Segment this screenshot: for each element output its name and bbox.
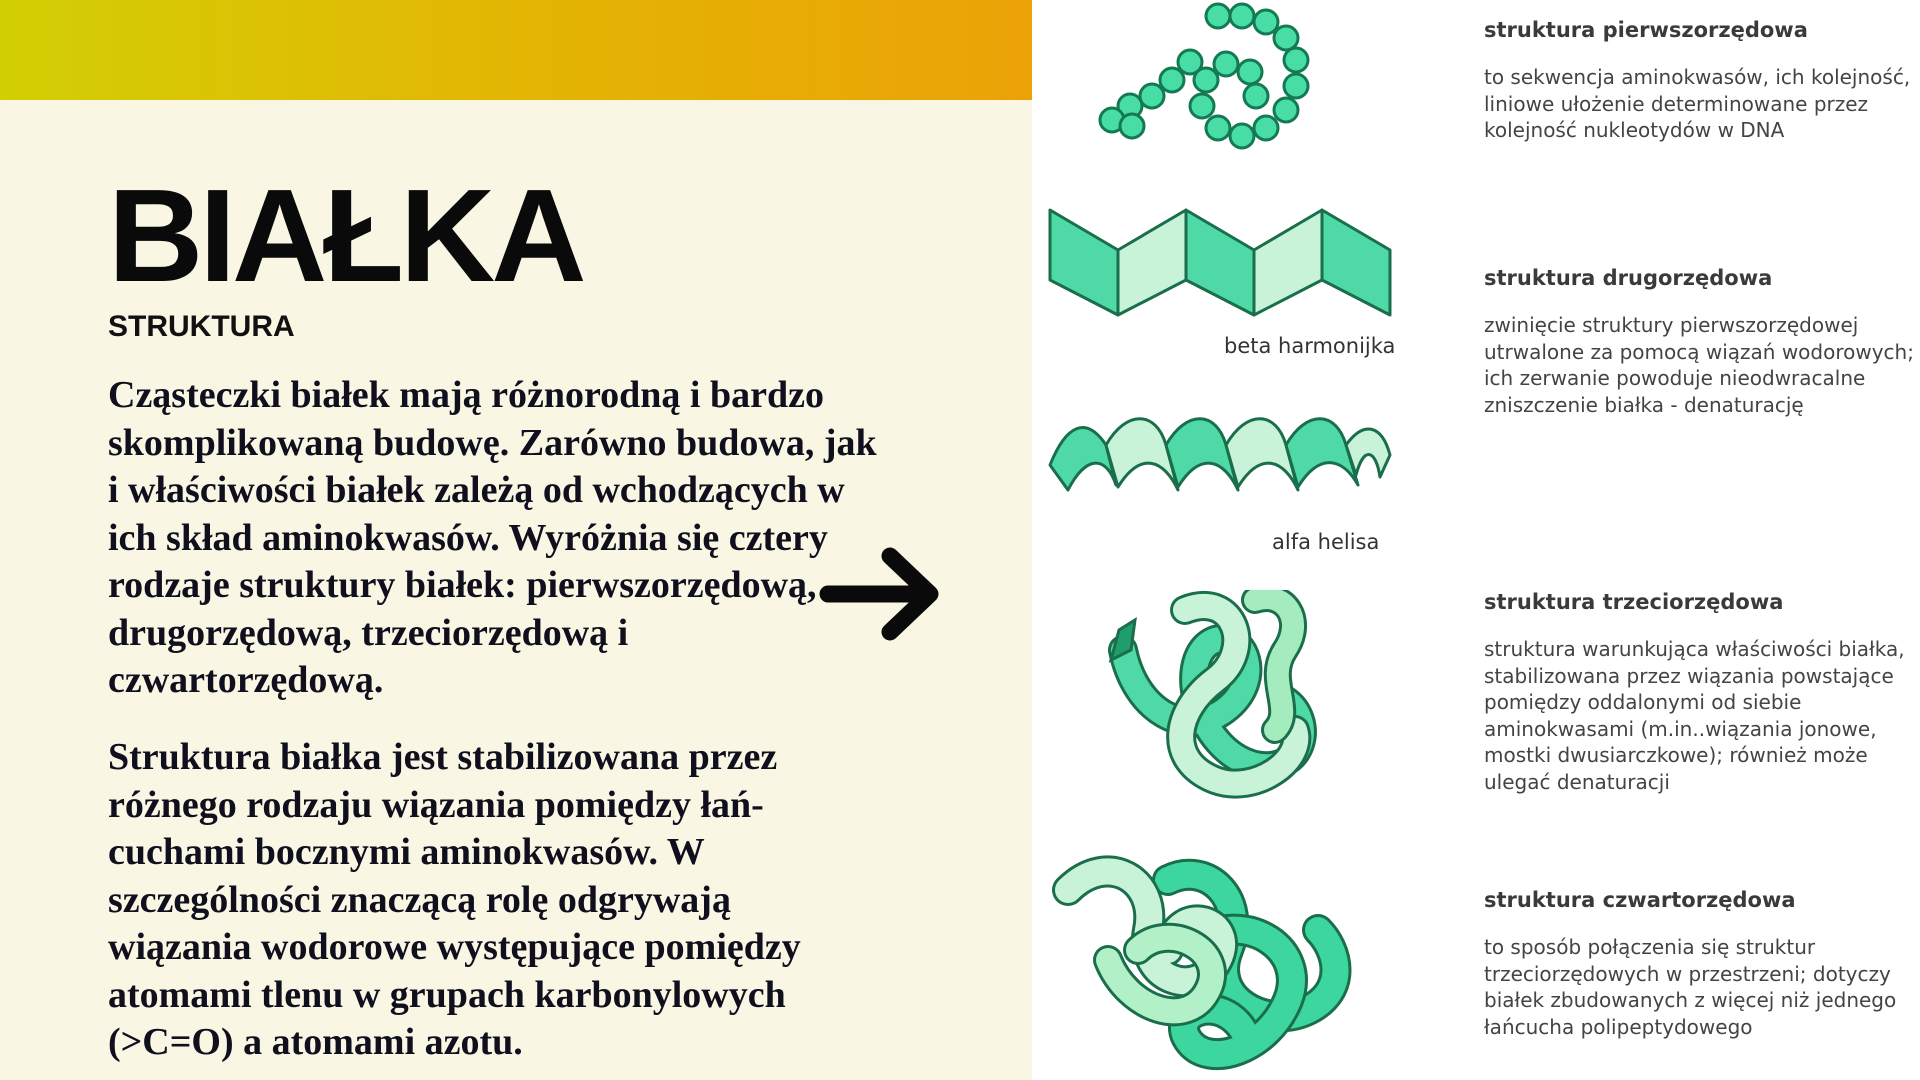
alpha-helix-illustration: [1046, 405, 1396, 515]
top-gradient-banner: [0, 0, 1032, 100]
primary-structure-illustration: [1090, 0, 1350, 170]
page-title: BIAŁKA: [108, 162, 583, 309]
quaternary-structure-block: [1484, 888, 1914, 1040]
alpha-helix-caption: alfa helisa: [1272, 530, 1380, 554]
secondary-structure-heading: struktura drugorzędowa: [1484, 266, 1773, 290]
primary-structure-description: to sekwencja aminokwasów, ich kolejność, liniowe ułożenie determinowane przez kolejność nukleotydów w DNA: [1484, 65, 1911, 142]
section-subtitle: STRUKTURA: [108, 310, 295, 343]
tertiary-structure-block: [1484, 590, 1914, 795]
beta-sheet-caption: beta harmonijka: [1224, 334, 1396, 358]
beta-sheet-illustration: [1048, 205, 1398, 325]
primary-structure-heading: struktura pierwszorzędowa: [1484, 18, 1808, 42]
quaternary-structure-description: to sposób połączenia się struktur trzeciorzędowych w przestrzeni; dotyczy białek zbudowanych z więcej niż jednego łańcucha polipeptydowego: [1484, 935, 1897, 1039]
primary-structure-block: [1484, 18, 1914, 144]
stabilization-paragraph: Struktura białka jest stabilizowana przez różnego rodzaju wiązania pomiędzy łań-cuchami bocznymi aminokwasów. W szczególności znaczącą rolę odgrywają wiązania wodorowe występujące pomiędzy atomami tlenu w grupach karbonylowych (>C=O) a atomami azotu.: [108, 736, 801, 1063]
intro-paragraph: Cząsteczki białek mają różnorodną i bardzo skomplikowaną budowę. Zarówno budowa, jak i właściwości białek zależą od wchodzących w ich skład aminokwasów. Wyróżnia się cztery rodzaje struktury białek: pierwszorzędową, drugorzędową, trzeciorzędową i czwartorzędową.: [108, 374, 877, 701]
tertiary-structure-illustration: [1105, 590, 1335, 800]
secondary-structure-block: [1484, 266, 1914, 418]
tertiary-structure-heading: struktura trzeciorzędowa: [1484, 590, 1784, 614]
quaternary-structure-illustration: [1048, 840, 1378, 1080]
tertiary-structure-description: struktura warunkująca właściwości białka, stabilizowana przez wiązania powstające pomiędzy oddalonymi od siebie aminokwasami (m.in..wiązania jonowe, mostki dwusiarczkowe); również może ulegać denaturacji: [1484, 637, 1905, 794]
secondary-structure-description: zwinięcie struktury pierwszorzędowej utrwalone za pomocą wiązań wodorowych; ich zerwanie powoduje nieodwracalne zniszczenie białka - denaturację: [1484, 313, 1914, 417]
quaternary-structure-heading: struktura czwartorzędowa: [1484, 888, 1796, 912]
arrow-right-icon: [818, 542, 948, 642]
